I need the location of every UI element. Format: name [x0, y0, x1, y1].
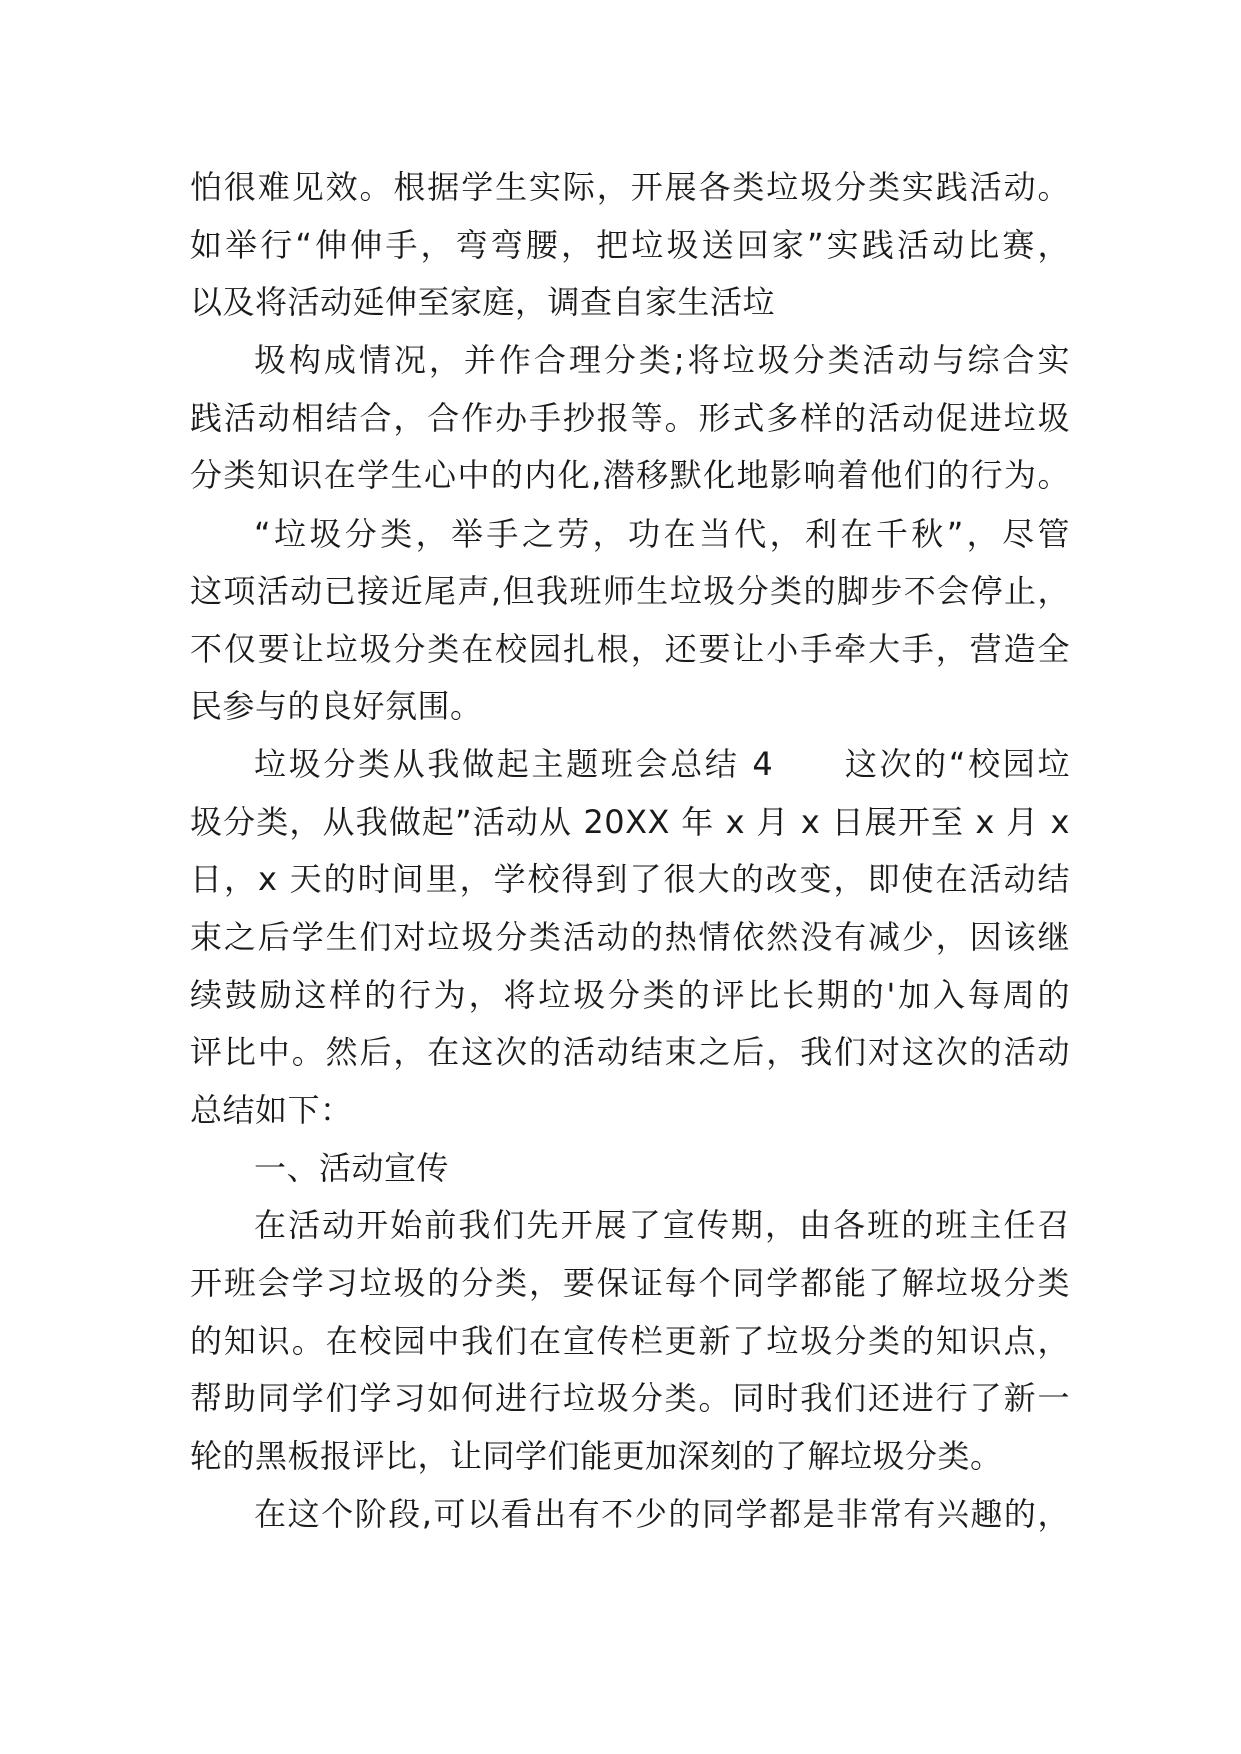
- text-line: 不仅要让垃圾分类在校园扎根，还要让小手牵大手，营造全: [190, 630, 1070, 668]
- text-line: 圾分类，从我做起”活动从 20XX 年 x 月 x 日展开至 x 月 x: [190, 803, 1070, 841]
- text-line: 这项活动已接近尾声,但我班师生垃圾分类的脚步不会停止，: [190, 572, 1070, 610]
- text-line: 以及将活动延伸至家庭，调查自家生活垃: [190, 283, 776, 321]
- text-line: 开班会学习垃圾的分类，要保证每个同学都能了解垃圾分类: [190, 1264, 1070, 1302]
- text-line: 束之后学生们对垃圾分类活动的热情依然没有减少，因该继: [190, 918, 1070, 956]
- text-line: 续鼓励这样的行为，将垃圾分类的评比长期的'加入每周的: [190, 976, 1070, 1014]
- text-line: 分类知识在学生心中的内化,潜移默化地影响着他们的行为。: [190, 456, 1070, 494]
- text-line: 的知识。在校园中我们在宣传栏更新了垃圾分类的知识点，: [190, 1322, 1070, 1360]
- text-line: 日，x 天的时间里，学校得到了很大的改变，即使在活动结: [190, 860, 1070, 898]
- text-line: 垃圾分类从我做起主题班会总结 4 这次的“校园垃: [254, 745, 1070, 783]
- text-line: 怕很难见效。根据学生实际，开展各类垃圾分类实践活动。: [190, 168, 1070, 206]
- text-line: 帮助同学们学习如何进行垃圾分类。同时我们还进行了新一: [190, 1379, 1070, 1417]
- text-line: 如举行“伸伸手，弯弯腰，把垃圾送回家”实践活动比赛，: [190, 226, 1070, 264]
- text-line: 圾构成情况，并作合理分类;将垃圾分类活动与综合实: [254, 341, 1070, 379]
- text-line: 践活动相结合，合作办手抄报等。形式多样的活动促进垃圾: [190, 399, 1070, 437]
- text-line: 总结如下：: [190, 1091, 353, 1129]
- text-line: 轮的黑板报评比，让同学们能更加深刻的了解垃圾分类。: [190, 1437, 1003, 1475]
- text-line: 评比中。然后，在这次的活动结束之后，我们对这次的活动: [190, 1033, 1070, 1071]
- section-heading: 一、活动宣传: [254, 1149, 450, 1187]
- text-line: 在活动开始前我们先开展了宣传期，由各班的班主任召: [254, 1206, 1070, 1244]
- text-line: 民参与的良好氛围。: [190, 687, 483, 725]
- text-line: “垃圾分类，举手之劳，功在当代，利在千秋”，尽管: [254, 515, 1070, 553]
- text-line: 在这个阶段,可以看出有不少的同学都是非常有兴趣的，: [254, 1495, 1070, 1533]
